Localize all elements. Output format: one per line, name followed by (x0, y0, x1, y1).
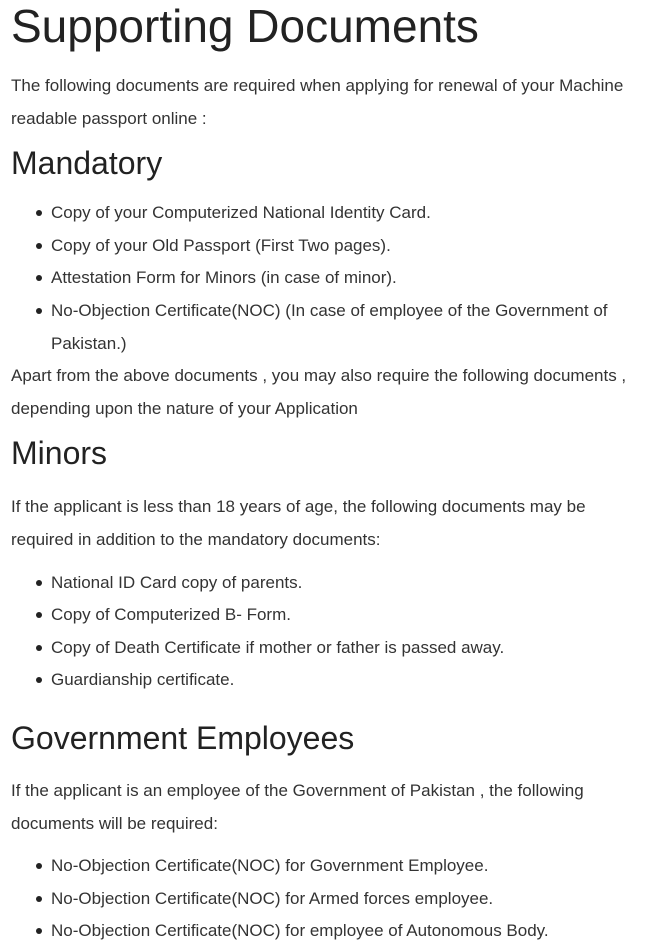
government-employees-list (11, 850, 652, 948)
list-item: Copy of your Old Passport (First Two pages). (51, 230, 652, 263)
mandatory-list (11, 197, 652, 360)
list-item: No-Objection Certificate(NOC) for employee of Autonomous Body. (51, 915, 652, 948)
additional-documents-note: Apart from the above documents , you may also require the following documents , depending upon the nature of your Application (11, 366, 627, 418)
list-item: No-Objection Certificate(NOC) (In case of employee of the Government of Pakistan.) (51, 295, 652, 360)
list-item: Copy of Death Certificate if mother or father is passed away. (51, 632, 652, 665)
government-employees-description: If the applicant is an employee of the Government of Pakistan , the following documents will be required: (11, 780, 584, 833)
list-item: Guardianship certificate. (51, 664, 652, 697)
mandatory-heading: Mandatory (11, 145, 163, 182)
minors-description: If the applicant is less than 18 years of age, the following documents may be required in addition to the mandatory documents: (11, 497, 586, 549)
minors-section (11, 433, 652, 697)
intro-paragraph: The following documents are required when applying for renewal of your Machine readable passport online : (11, 76, 624, 128)
mandatory-section (11, 143, 652, 425)
page-title: Supporting Documents (11, 0, 479, 52)
list-item: Attestation Form for Minors (in case of minor). (51, 262, 652, 295)
document-page (0, 1, 658, 942)
list-item: No-Objection Certificate(NOC) for Government Employee. (51, 850, 652, 883)
list-item: Copy of your Computerized National Identity Card. (51, 197, 652, 230)
minors-list (11, 567, 652, 697)
list-item: Copy of Computerized B- Form. (51, 599, 652, 632)
minors-heading: Minors (11, 435, 108, 472)
list-item: National ID Card copy of parents. (51, 567, 652, 600)
government-employees-heading: Government Employees (11, 719, 355, 756)
list-item: No-Objection Certificate(NOC) for Armed forces employee. (51, 883, 652, 916)
government-employees-section (11, 718, 652, 948)
